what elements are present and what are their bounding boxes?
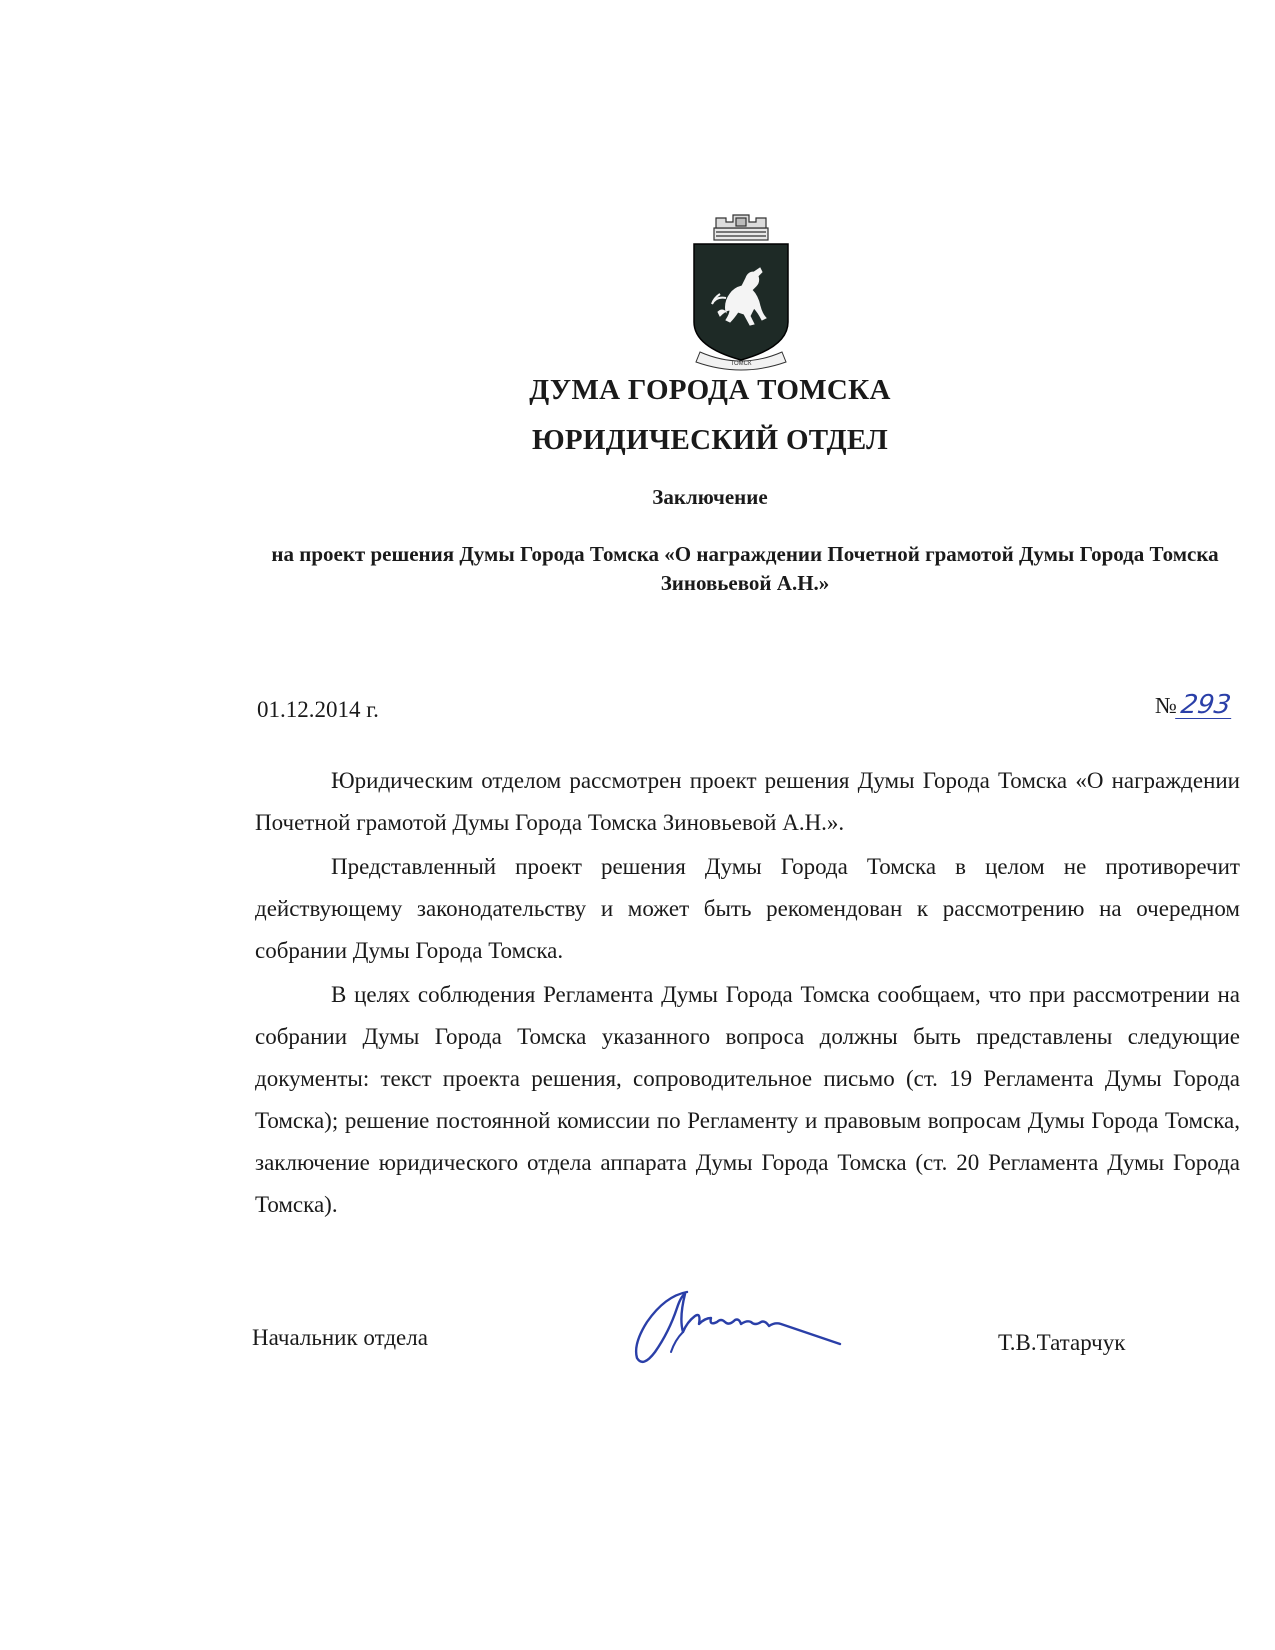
signer-name: Т.В.Татарчук [998,1330,1126,1355]
body-paragraph: В целях соблюдения Регламента Думы Города Томска сообщаем, что при рассмотрении на собрании Думы Города Томска указанного вопроса должны быть представлены следующие документы: текст проекта решения, сопроводительное письмо (ст. 19 Регламента Думы Города Томска); решение постоянной комиссии по Регламенту и правовым вопросам Думы Города Томска, заключение юридического отдела аппарата Думы Города Томска (ст. 20 Регламента Думы Города Томска). [255,982,1240,1217]
organization-name: ДУМА ГОРОДА ТОМСКА [529,374,891,406]
document-type: Заключение [652,485,768,509]
handwritten-signature-icon [625,1282,875,1367]
body-paragraph: Представленный проект решения Думы Города Томска в целом не противоречит действующему законодательству и может быть рекомендован к рассмотрению на очередном собрании Думы Города Томска. [255,854,1240,963]
emblem-motto: ТОМСК [730,361,752,367]
document-date: 01.12.2014 г. [257,697,379,722]
signer-position: Начальник отдела [252,1325,428,1350]
number-label: № [1155,693,1177,718]
department-name: ЮРИДИЧЕСКИЙ ОТДЕЛ [531,424,889,456]
body-paragraph: Юридическим отделом рассмотрен проект решения Думы Города Томска «О награждении Почетной грамотой Думы Города Томска Зиновьевой А.Н.». [255,768,1240,835]
document-number [1155,692,1233,719]
document-body [255,760,1240,1226]
number-value: 293 [1175,692,1234,719]
tomsk-coat-of-arms-icon [686,212,796,372]
crown-icon [714,215,768,240]
document-subject: на проект решения Думы Города Томска «О награждении Почетной грамотой Думы Города Томска Зиновьевой А.Н.» [271,542,1219,595]
